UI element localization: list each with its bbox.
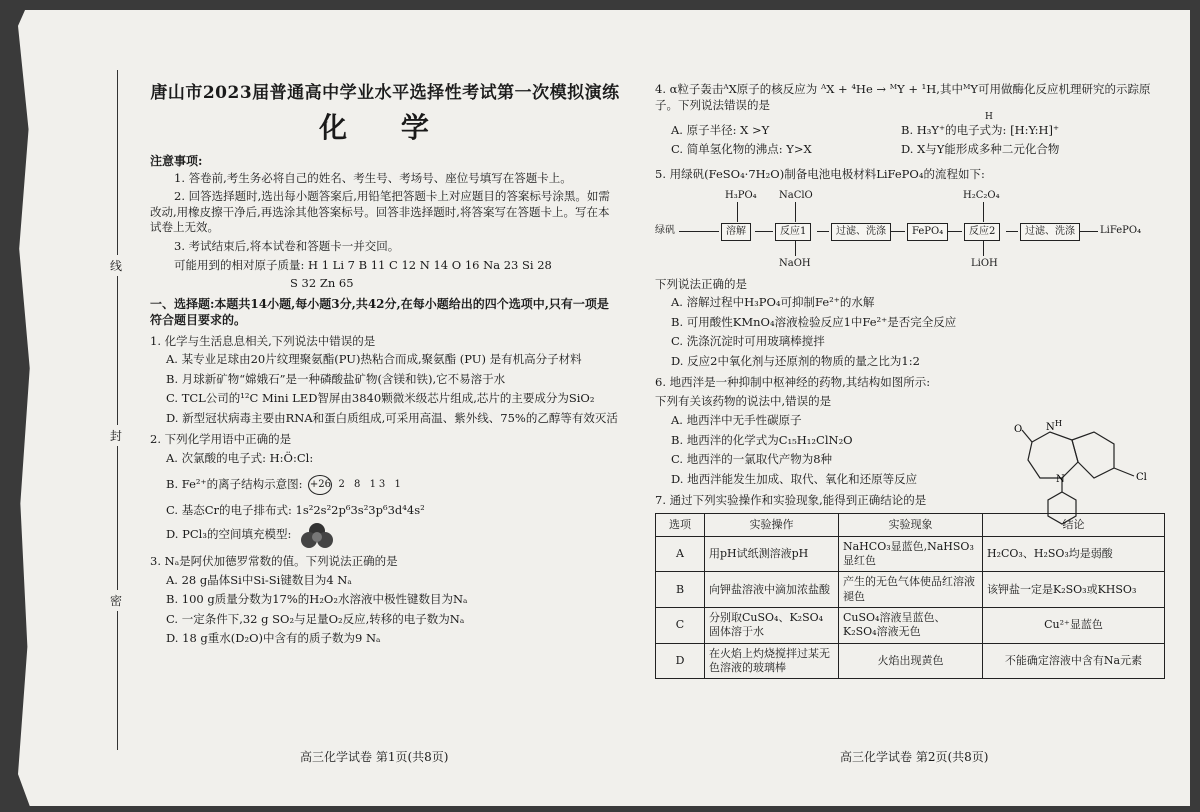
left-page [150,78,620,651]
table-cell: 不能确定溶液中含有Na元素 [983,643,1165,679]
q3-option-d: D. 18 g重水(D₂O)中含有的质子数为9 Nₐ [166,631,381,646]
ion-shells: 2 8 13 1 [338,478,404,490]
side-label-feng: 封 [110,425,122,446]
exam-subject: 化 学 [319,110,451,144]
q4-option-a: A. 原子半径: X >Y [671,123,770,138]
section-1-heading: 一、选择题:本题共14小题,每小题3分,共42分,在每小题给出的四个选项中,只有一项是符合题目要求的。 [150,296,609,327]
side-label-xian: 线 [110,255,122,276]
reagent-h2c2o4-arrow [983,202,984,222]
flow-arrow-4 [891,231,905,232]
atomic-masses-1: 可能用到的相对原子质量: H 1 Li 7 B 11 C 12 N 14 O 16 Na 23 Si 28 [174,257,552,272]
flow-arrow-5 [948,231,962,232]
q4-options-row-1 [671,112,1160,139]
table-header: 结论 [983,513,1165,536]
table-cell: NaHCO₃显蓝色,NaHSO₃显红色 [839,536,983,572]
q2-option-c: C. 基态Cr的电子排布式: 1s²2s²2p⁶3s²3p⁶3d⁴4s² [166,502,425,517]
table-header: 实验操作 [705,513,839,536]
q6-stem: 6. 地西泮是一种抑制中枢神经的药物,其结构如图所示: [655,375,931,390]
q5-option-b: B. 可用酸性KMnO₄溶液检验反应1中Fe²⁺是否完全反应 [671,314,957,329]
table-row [656,572,1165,608]
mol-atom-h: H [1055,420,1062,428]
table-cell: 产生的无色气体使品红溶液褪色 [839,572,983,608]
table-cell: B [656,572,705,608]
reagent-h2c2o4: H₂C₂O₄ [963,189,1000,201]
note-3: 3. 考试结束后,将本试卷和答题卡一并交回。 [174,238,400,253]
q6-option-b: B. 地西泮的化学式为C₁₅H₁₂ClN₂O [671,432,853,447]
flow-arrow-6 [1006,231,1018,232]
q3-option-c: C. 一定条件下,32 g SO₂与足量O₂反应,转移的电子数为Nₐ [166,611,465,626]
table-cell: 在火焰上灼烧搅拌过某无色溶液的玻璃棒 [705,643,839,679]
table-header: 实验现象 [839,513,983,536]
reagent-h3po4: H₃PO₄ [725,189,757,201]
table-cell: A [656,536,705,572]
footer-left: 高三化学试卷 第1页(共8页) [300,750,449,764]
q4-option-c: C. 简单氢化物的沸点: Y>X [671,141,812,156]
q4-option-b [901,112,1060,139]
table-cell: H₂CO₃、H₂SO₃均是弱酸 [983,536,1165,572]
table-cell: D [656,643,705,679]
flow-box-fepo4: FePO₄ [907,223,948,241]
pcl3-model-icon [297,522,337,548]
table-row [656,536,1165,572]
q1-option-a: A. 某专业足球由20片纹理聚氨酯(PU)热粘合而成,聚氨酯 (PU) 是有机高分子材料 [166,352,582,367]
right-page [655,80,1160,679]
q3-stem: 3. Nₐ是阿伏加德罗常数的值。下列说法正确的是 [150,554,398,569]
table-cell: C [656,607,705,643]
q1-option-d: D. 新型冠状病毒主要由RNA和蛋白质组成,可采用高温、紫外线、75%的乙醇等有效灭活 [166,410,618,425]
table-row [656,607,1165,643]
flow-box-dissolve: 溶解 [721,223,751,241]
q3-option-a: A. 28 g晶体Si中Si-Si键数目为4 Nₐ [166,572,352,587]
q4-options-row-2 [671,142,1160,158]
flow-box-reaction1: 反应1 [775,223,811,241]
note-2: 2. 回答选择题时,选出每小题答案后,用铅笔把答题卡上对应题目的答案标号涂黑。如需改动,用橡皮擦干净后,再选涂其他答案标号。回答非选择题时,将答案写在答题卡上。写在本试卷上无效。 [150,189,610,235]
q4-stem: 4. α粒子轰击ᴬX原子的核反应为 ᴬX + ⁴He → ᴹY + ¹H,其中ᴹY可用做酶化反应机理研究的示踪原子。下列说法错误的是 [655,82,1151,112]
reagent-naclo: NaClO [779,189,813,201]
process-flowchart [655,189,1160,271]
mol-atom-n: N [1056,474,1065,485]
mol-atom-cl: Cl [1136,472,1147,483]
ion-nucleus: +26 [308,475,332,495]
table-row [656,643,1165,679]
reagent-h3po4-arrow [737,202,738,222]
q2-option-d [166,522,620,548]
flow-end: LiFePO₄ [1100,224,1142,236]
table-cell: CuSO₄溶液呈蓝色、K₂SO₄溶液无色 [839,607,983,643]
q5-stem: 5. 用绿矾(FeSO₄·7H₂O)制备电池电极材料LiFePO₄的流程如下: [655,167,985,182]
reagent-naoh: NaOH [779,257,811,269]
binding-line [117,70,118,750]
q1-option-c: C. TCL公司的¹²C Mini LED智屏由3840颗微米级芯片组成,芯片的主要成分为SiO₂ [166,391,595,406]
q6-option-d: D. 地西泮能发生加成、取代、氧化和还原等反应 [671,471,918,486]
q7-experiment-table [655,513,1165,679]
q6-stem-2: 下列有关该药物的说法中,错误的是 [655,393,832,408]
q2-stem: 2. 下列化学用语中正确的是 [150,432,292,447]
flow-arrow-1 [679,231,719,232]
q1-stem: 1. 化学与生活息息相关,下列说法中错误的是 [150,333,376,348]
q4-option-b-text: B. H₃Y⁺的电子式为: [H:Y:H]⁺ [901,123,1060,138]
q5-prompt: 下列说法正确的是 [655,276,747,291]
q6-option-c: C. 地西泮的一氯取代产物为8种 [671,452,833,467]
q4-option-d: D. X与Y能形成多种二元化合物 [901,141,1060,156]
q1-option-b: B. 月球新矿物“嫦娥石”是一种磷酸盐矿物(含镁和铁),它不易溶于水 [166,371,506,386]
reagent-naclo-arrow [795,202,796,222]
q2-option-a: A. 次氯酸的电子式: H:Ö:Cl: [166,451,314,465]
q2-option-d-text: D. PCl₃的空间填充模型: [166,527,292,542]
exam-title: 唐山市2023届普通高中学业水平选择性考试第一次模拟演练 [150,83,620,103]
table-cell: 分别取CuSO₄、K₂SO₄固体溶于水 [705,607,839,643]
flow-box-filter-wash-1: 过滤、洗涤 [831,223,891,241]
flow-arrow-7 [1080,231,1098,232]
side-label-mi: 密 [110,590,122,611]
q5-option-a: A. 溶解过程中H₃PO₄可抑制Fe²⁺的水解 [671,295,875,310]
table-cell: 用pH试纸测溶液pH [705,536,839,572]
reagent-naoh-arrow [795,240,796,256]
mol-atom-o: O [1014,424,1023,435]
flow-start: 绿矾 [655,224,675,236]
reagent-lioh: LiOH [971,257,998,269]
q2-option-b [166,471,620,499]
flow-arrow-3 [817,231,829,232]
q7-stem: 7. 通过下列实验操作和实验现象,能得到正确结论的是 [655,493,927,508]
q5-option-c: C. 洗涤沉淀时可用玻璃棒搅拌 [671,334,825,349]
table-cell: 向钾盐溶液中滴加浓盐酸 [705,572,839,608]
note-1: 1. 答卷前,考生务必将自己的姓名、考生号、考场号、座位号填写在答题卡上。 [174,170,572,185]
table-header: 选项 [656,513,705,536]
reagent-lioh-arrow [983,240,984,256]
mol-atom-nh: N [1046,422,1055,433]
atomic-masses-2: S 32 Zn 65 [290,276,354,291]
table-cell: Cu²⁺显蓝色 [983,607,1165,643]
q5-option-d: D. 反应2中氧化剂与还原剂的物质的量之比为1:2 [671,353,920,368]
q3-option-b: B. 100 g质量分数为17%的H₂O₂水溶液中极性键数目为Nₐ [166,592,468,607]
diazepam-structure [1000,420,1170,530]
flow-box-filter-wash-2: 过滤、洗涤 [1020,223,1080,241]
table-cell: 该钾盐一定是K₂SO₃或KHSO₃ [983,572,1165,608]
q2-option-b-text: B. Fe²⁺的离子结构示意图: [166,476,303,491]
flow-box-reaction2: 反应2 [964,223,1000,241]
table-cell: 火焰出现黄色 [839,643,983,679]
footer-right: 高三化学试卷 第2页(共8页) [840,750,989,764]
q6-option-a: A. 地西泮中无手性碳原子 [671,413,802,428]
notes-heading: 注意事项: [150,153,203,168]
q4-b-top-h: H [985,112,993,123]
flow-arrow-2 [755,231,773,232]
